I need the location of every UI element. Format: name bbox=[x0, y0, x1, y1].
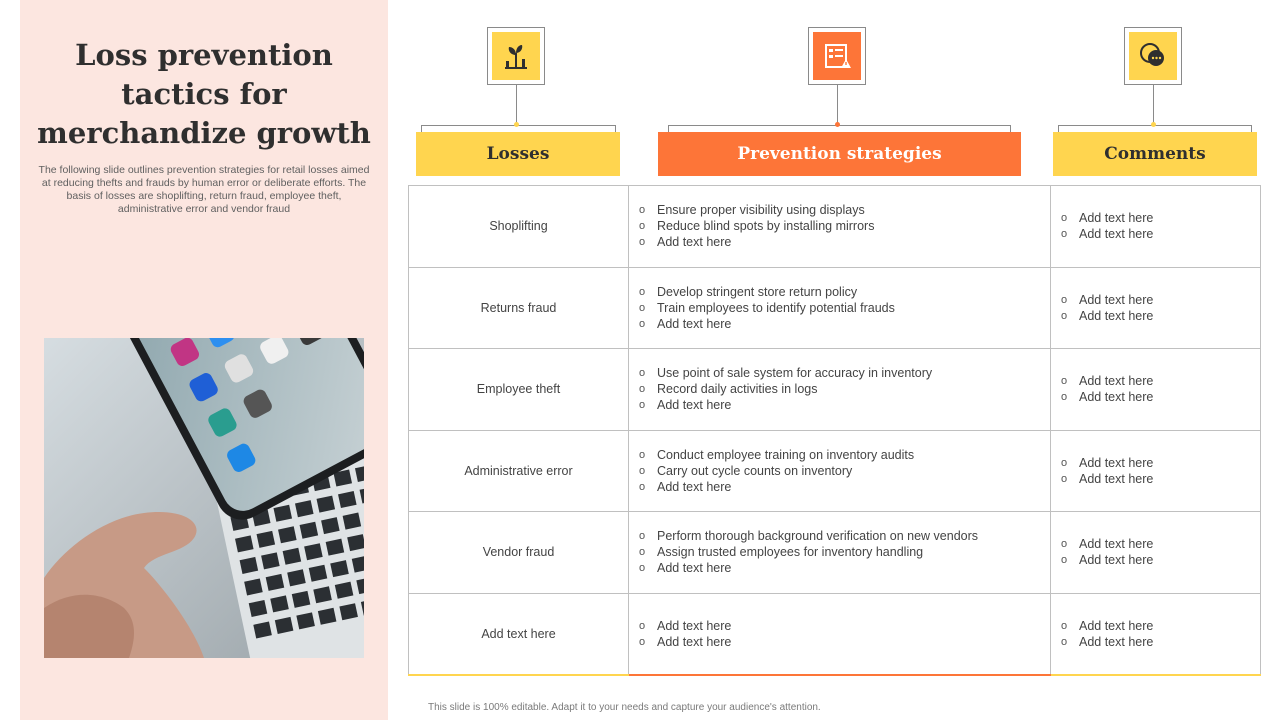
comment-item: o Add text here bbox=[1061, 536, 1260, 552]
footer-note: This slide is 100% editable. Adapt it to your needs and capture your audience's attention. bbox=[428, 702, 821, 713]
comments-list bbox=[1061, 292, 1260, 324]
header-comments: Comments bbox=[1053, 132, 1257, 176]
comment-item: o Add text here bbox=[1061, 292, 1260, 308]
strategy-item: o Add text here bbox=[639, 479, 1050, 495]
loss-cell: Administrative error bbox=[409, 430, 629, 512]
comment-item: o Add text here bbox=[1061, 552, 1260, 568]
connector-line bbox=[1153, 85, 1154, 125]
comment-item: o Add text here bbox=[1061, 471, 1260, 487]
comments-cell bbox=[1051, 186, 1261, 268]
strategies-cell bbox=[629, 186, 1051, 268]
strategies-list bbox=[639, 447, 1050, 495]
comment-item: o Add text here bbox=[1061, 618, 1260, 634]
comments-cell bbox=[1051, 512, 1261, 594]
loss-cell: Vendor fraud bbox=[409, 512, 629, 594]
table-row bbox=[409, 349, 1261, 431]
slide-subtitle: The following slide outlines prevention strategies for retail losses aimed at reducing thefts and frauds by human error or deliberate efforts. The basis of losses are shoplifting, return fraud, employee theft, administrative error and vendor fraud bbox=[38, 164, 370, 215]
strategy-item: o Carry out cycle counts on inventory bbox=[639, 463, 1050, 479]
strategies-list bbox=[639, 284, 1050, 332]
strategies-list bbox=[639, 365, 1050, 413]
connector-dot bbox=[514, 122, 519, 127]
loss-cell: Returns fraud bbox=[409, 267, 629, 349]
comments-cell bbox=[1051, 349, 1261, 431]
strategies-cell bbox=[629, 349, 1051, 431]
strategies-cell bbox=[629, 430, 1051, 512]
checklist-icon bbox=[813, 32, 861, 80]
comment-item: o Add text here bbox=[1061, 308, 1260, 324]
loss-cell: Employee theft bbox=[409, 349, 629, 431]
table-row bbox=[409, 186, 1261, 268]
loss-prevention-table bbox=[408, 185, 1261, 676]
smartphone-photo bbox=[44, 338, 364, 658]
loss-cell: Shoplifting bbox=[409, 186, 629, 268]
comments-list bbox=[1061, 455, 1260, 487]
table-row bbox=[409, 512, 1261, 594]
comment-item: o Add text here bbox=[1061, 455, 1260, 471]
strategy-item: o Add text here bbox=[639, 618, 1050, 634]
strategy-item: o Record daily activities in logs bbox=[639, 381, 1050, 397]
strategies-list bbox=[639, 202, 1050, 250]
loss-cell: Add text here bbox=[409, 593, 629, 675]
comment-item: o Add text here bbox=[1061, 226, 1260, 242]
prevention-icon-box bbox=[808, 27, 866, 85]
comments-list bbox=[1061, 536, 1260, 568]
strategy-item: o Reduce blind spots by installing mirrors bbox=[639, 218, 1050, 234]
header-losses: Losses bbox=[416, 132, 620, 176]
comments-list bbox=[1061, 373, 1260, 405]
strategy-item: o Conduct employee training on inventory audits bbox=[639, 447, 1050, 463]
strategy-item: o Add text here bbox=[639, 634, 1050, 650]
connector-line bbox=[516, 85, 517, 125]
table-row bbox=[409, 593, 1261, 675]
strategies-cell bbox=[629, 267, 1051, 349]
strategy-item: o Perform thorough background verification on new vendors bbox=[639, 528, 1050, 544]
comments-list bbox=[1061, 618, 1260, 650]
strategy-item: o Add text here bbox=[639, 316, 1050, 332]
connector-dot bbox=[835, 122, 840, 127]
slide-title: Loss prevention tactics for merchandize growth bbox=[37, 38, 371, 150]
comments-cell bbox=[1051, 430, 1261, 512]
connector-line bbox=[837, 85, 838, 125]
comment-item: o Add text here bbox=[1061, 210, 1260, 226]
comments-list bbox=[1061, 210, 1260, 242]
strategies-cell bbox=[629, 593, 1051, 675]
plant-chart-icon bbox=[492, 32, 540, 80]
comments-cell bbox=[1051, 267, 1261, 349]
comment-item: o Add text here bbox=[1061, 373, 1260, 389]
strategy-item: o Use point of sale system for accuracy in inventory bbox=[639, 365, 1050, 381]
table-row bbox=[409, 267, 1261, 349]
connector-dot bbox=[1151, 122, 1156, 127]
header-prevention-strategies: Prevention strategies bbox=[658, 132, 1021, 176]
strategy-item: o Train employees to identify potential frauds bbox=[639, 300, 1050, 316]
comment-item: o Add text here bbox=[1061, 634, 1260, 650]
strategies-cell bbox=[629, 512, 1051, 594]
losses-icon-box bbox=[487, 27, 545, 85]
table-row bbox=[409, 430, 1261, 512]
strategies-list bbox=[639, 618, 1050, 650]
chat-bubbles-icon bbox=[1129, 32, 1177, 80]
strategies-list bbox=[639, 528, 1050, 576]
strategy-item: o Assign trusted employees for inventory handling bbox=[639, 544, 1050, 560]
strategy-item: o Add text here bbox=[639, 397, 1050, 413]
strategy-item: o Ensure proper visibility using displays bbox=[639, 202, 1050, 218]
strategy-item: o Add text here bbox=[639, 560, 1050, 576]
comments-icon-box bbox=[1124, 27, 1182, 85]
strategy-item: o Develop stringent store return policy bbox=[639, 284, 1050, 300]
comment-item: o Add text here bbox=[1061, 389, 1260, 405]
strategy-item: o Add text here bbox=[639, 234, 1050, 250]
comments-cell bbox=[1051, 593, 1261, 675]
